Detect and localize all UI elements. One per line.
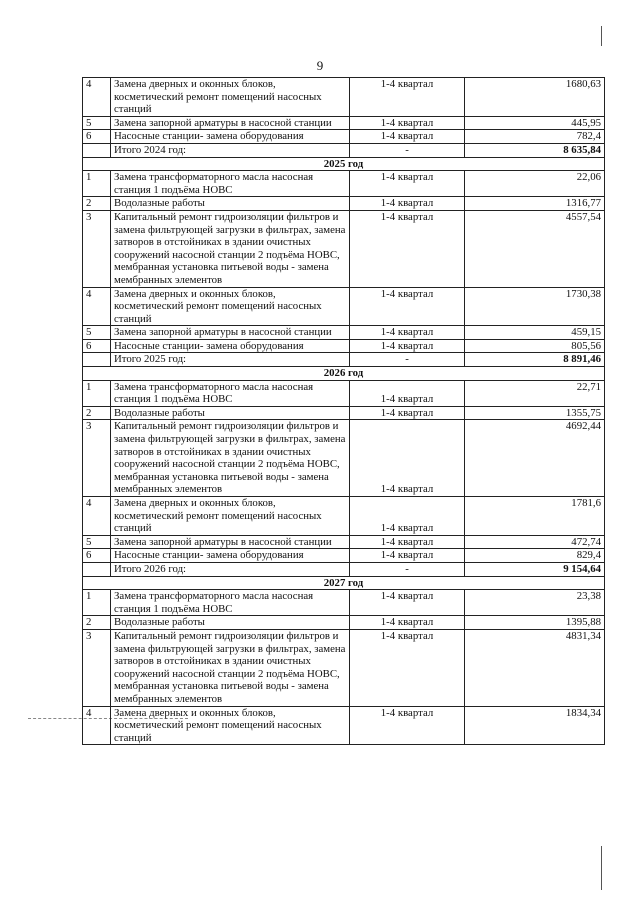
work-amount: 1395,88 — [465, 616, 605, 630]
year-header: 2025 год — [83, 157, 605, 171]
row-number: 2 — [83, 406, 111, 420]
page-number: 9 — [316, 58, 324, 73]
table-row — [83, 590, 605, 616]
work-amount: 1355,75 — [465, 406, 605, 420]
work-period: 1-4 квартал — [350, 78, 465, 117]
work-period: 1-4 квартал — [350, 171, 465, 197]
row-number: 4 — [83, 497, 111, 536]
work-description: Водолазные работы — [111, 616, 350, 630]
table-row — [83, 326, 605, 340]
table-row — [83, 116, 605, 130]
work-amount: 1680,63 — [465, 78, 605, 117]
work-description: Замена трансформаторного масла насосная станция 1 подъёма НОВС — [111, 380, 350, 406]
table-row — [83, 171, 605, 197]
table-row — [83, 549, 605, 563]
work-amount: 472,74 — [465, 535, 605, 549]
table-row — [83, 197, 605, 211]
work-description: Замена запорной арматуры в насосной станции — [111, 326, 350, 340]
work-period: 1-4 квартал — [350, 616, 465, 630]
work-description: Замена дверных и оконных блоков, косметический ремонт помещений насосных станций — [111, 706, 350, 745]
work-period: 1-4 квартал — [350, 130, 465, 144]
row-number: 1 — [83, 380, 111, 406]
work-amount: 22,06 — [465, 171, 605, 197]
work-period: 1-4 квартал — [350, 380, 465, 406]
row-number: 4 — [83, 706, 111, 745]
table-row — [83, 406, 605, 420]
row-number: 5 — [83, 535, 111, 549]
work-description: Насосные станции- замена оборудования — [111, 549, 350, 563]
row-number: 2 — [83, 616, 111, 630]
work-description: Замена дверных и оконных блоков, косметический ремонт помещений насосных станций — [111, 287, 350, 326]
work-description: Водолазные работы — [111, 197, 350, 211]
total-period: - — [350, 143, 465, 157]
table-row — [83, 629, 605, 706]
year-header: 2027 год — [83, 576, 605, 590]
table-row — [83, 130, 605, 144]
work-amount: 782,4 — [465, 130, 605, 144]
row-number: 6 — [83, 339, 111, 353]
work-period: 1-4 квартал — [350, 549, 465, 563]
work-description: Капитальный ремонт гидроизоляции фильтров и замена фильтрующей загрузки в фильтрах, замена затворов в отстойниках в здании очистных сооружений насосной станции 2 подъёма НОВС, мембранная установка питьевой воды - замена мембранных элементов — [111, 420, 350, 497]
work-amount: 445,95 — [465, 116, 605, 130]
table-row — [83, 706, 605, 745]
year-header: 2026 год — [83, 367, 605, 381]
work-period: 1-4 квартал — [350, 590, 465, 616]
work-amount: 23,38 — [465, 590, 605, 616]
year-header-row — [83, 367, 605, 381]
work-period: 1-4 квартал — [350, 116, 465, 130]
row-number: 1 — [83, 171, 111, 197]
table-row — [83, 380, 605, 406]
work-description: Замена трансформаторного масла насосная станция 1 подъёма НОВС — [111, 590, 350, 616]
row-number: 5 — [83, 326, 111, 340]
work-description: Замена трансформаторного масла насосная станция 1 подъёма НОВС — [111, 171, 350, 197]
row-number: 4 — [83, 78, 111, 117]
work-description: Замена дверных и оконных блоков, косметический ремонт помещений насосных станций — [111, 78, 350, 117]
work-description: Замена запорной арматуры в насосной станции — [111, 116, 350, 130]
total-period: - — [350, 353, 465, 367]
table-row — [83, 616, 605, 630]
table-row — [83, 287, 605, 326]
schedule-table — [82, 77, 605, 745]
work-amount: 829,4 — [465, 549, 605, 563]
work-amount: 1834,34 — [465, 706, 605, 745]
row-number: 5 — [83, 116, 111, 130]
work-period: 1-4 квартал — [350, 406, 465, 420]
work-period: 1-4 квартал — [350, 706, 465, 745]
work-period: 1-4 квартал — [350, 326, 465, 340]
total-empty-cell — [83, 353, 111, 367]
work-description: Насосные станции- замена оборудования — [111, 339, 350, 353]
work-description: Капитальный ремонт гидроизоляции фильтров и замена фильтрующей загрузки в фильтрах, замена затворов в отстойниках в здании очистных сооружений насосной станции 2 подъёма НОВС, мембранная установка питьевой воды - замена мембранных элементов — [111, 629, 350, 706]
work-period: 1-4 квартал — [350, 287, 465, 326]
schedule-table-body — [83, 78, 605, 745]
total-amount: 8 635,84 — [465, 143, 605, 157]
work-amount: 1730,38 — [465, 287, 605, 326]
work-description: Замена запорной арматуры в насосной станции — [111, 535, 350, 549]
total-label: Итого 2025 год: — [111, 353, 350, 367]
work-period: 1-4 квартал — [350, 535, 465, 549]
total-row — [83, 562, 605, 576]
work-period: 1-4 квартал — [350, 210, 465, 287]
year-header-row — [83, 576, 605, 590]
total-label: Итого 2024 год: — [111, 143, 350, 157]
work-amount: 1316,77 — [465, 197, 605, 211]
work-period: 1-4 квартал — [350, 339, 465, 353]
work-amount: 4557,54 — [465, 210, 605, 287]
row-number: 1 — [83, 590, 111, 616]
work-amount: 459,15 — [465, 326, 605, 340]
total-label: Итого 2026 год: — [111, 562, 350, 576]
total-period: - — [350, 562, 465, 576]
work-amount: 805,56 — [465, 339, 605, 353]
work-description: Капитальный ремонт гидроизоляции фильтров и замена фильтрующей загрузки в фильтрах, замена затворов в отстойниках в здании очистных сооружений насосной станции 2 подъёма НОВС, мембранная установка питьевой воды - замена мембранных элементов — [111, 210, 350, 287]
table-row — [83, 78, 605, 117]
table-row — [83, 339, 605, 353]
row-number: 2 — [83, 197, 111, 211]
work-period: 1-4 квартал — [350, 420, 465, 497]
row-number: 6 — [83, 130, 111, 144]
total-row — [83, 143, 605, 157]
work-description: Замена дверных и оконных блоков, косметический ремонт помещений насосных станций — [111, 497, 350, 536]
total-amount: 8 891,46 — [465, 353, 605, 367]
work-amount: 22,71 — [465, 380, 605, 406]
work-amount: 4831,34 — [465, 629, 605, 706]
row-number: 6 — [83, 549, 111, 563]
work-amount: 4692,44 — [465, 420, 605, 497]
scan-edge-mark-top — [601, 26, 602, 46]
table-row — [83, 535, 605, 549]
table-row — [83, 210, 605, 287]
work-description: Водолазные работы — [111, 406, 350, 420]
work-period: 1-4 квартал — [350, 629, 465, 706]
row-number: 3 — [83, 210, 111, 287]
work-description: Насосные станции- замена оборудования — [111, 130, 350, 144]
table-row — [83, 497, 605, 536]
work-period: 1-4 квартал — [350, 497, 465, 536]
row-number: 3 — [83, 420, 111, 497]
work-period: 1-4 квартал — [350, 197, 465, 211]
total-amount: 9 154,64 — [465, 562, 605, 576]
scan-edge-mark-bottom — [601, 846, 602, 890]
table-row — [83, 420, 605, 497]
total-row — [83, 353, 605, 367]
total-empty-cell — [83, 562, 111, 576]
total-empty-cell — [83, 143, 111, 157]
year-header-row — [83, 157, 605, 171]
work-amount: 1781,6 — [465, 497, 605, 536]
row-number: 3 — [83, 629, 111, 706]
row-number: 4 — [83, 287, 111, 326]
